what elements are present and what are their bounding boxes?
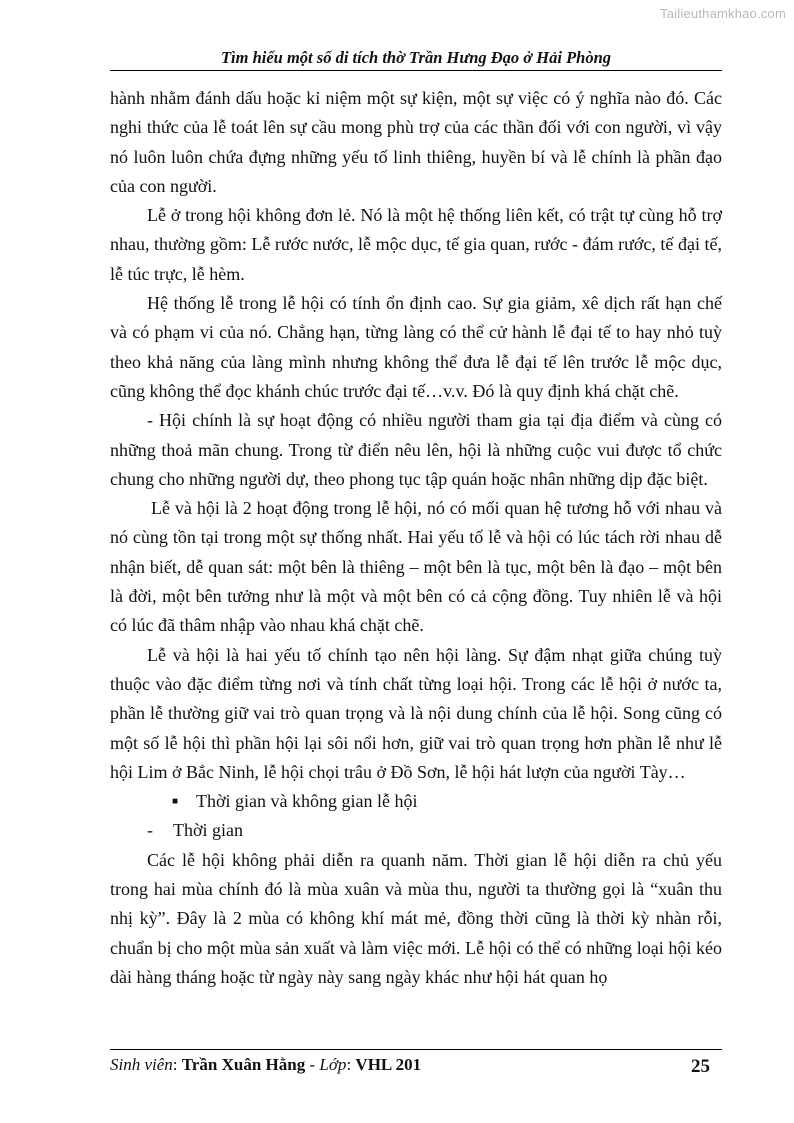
- square-bullet-icon: ■: [172, 796, 179, 808]
- footer-rule: [110, 1049, 722, 1050]
- paragraph: Lễ ở trong hội không đơn lẻ. Nó là một hệ thống liên kết, có trật tự cùng hỗ trợ nhau, thường gồm: Lễ rước nước, lễ mộc dục, tế gia quan, rước - đám rước, tế đại tế, lễ túc trực, lễ hèm.: [110, 205, 722, 284]
- header-rule: [110, 70, 722, 71]
- page-footer: [110, 1055, 722, 1075]
- running-header-title: Tìm hiểu một số di tích thờ Trần Hưng Đạo ở Hải Phòng: [220, 48, 612, 67]
- footer-separator: :: [172, 1055, 182, 1074]
- paragraph: Lễ và hội là 2 hoạt động trong lễ hội, nó có mối quan hệ tương hỗ với nhau và nó cùng tồn tại trong một sự thống nhất. Hai yếu tố lễ và hội có lúc tách rời nhau dễ nhận biết, dễ quan sát: một bên là thiêng – một bên là tục, một bên là đạo – một bên là đời, một bên tưởng như là một và một bên có cả cộng đồng. Tuy nhiên lễ và hội có lúc đã thâm nhập vào nhau khá chặt chẽ.: [110, 498, 722, 636]
- dash-item-text: Thời gian: [173, 820, 244, 841]
- bullet-item-text: Thời gian và không gian lễ hội: [196, 791, 418, 812]
- bullet-item: [110, 787, 722, 816]
- student-name: Trần Xuân Hằng: [181, 1055, 306, 1074]
- paragraph: Các lễ hội không phải diễn ra quanh năm. Thời gian lễ hội diễn ra chủ yếu trong hai mùa chính đó là mùa xuân và mùa thu, người ta thường gọi là “xuân thu nhị kỳ”. Đây là 2 mùa có không khí mát mẻ, đồng thời cũng là thời kỳ nhàn rỗi, chuẩn bị cho một mùa sản xuất và làm việc mới. Lễ hội có thể có những loại hội kéo dài hàng tháng hoặc từ ngày này sang ngày khác như hội hát quan họ: [110, 849, 722, 987]
- class-name: VHL 201: [355, 1055, 422, 1074]
- footer-dash: -: [305, 1055, 320, 1074]
- dash-marker: -: [147, 820, 153, 841]
- class-label: Lớp: [319, 1055, 347, 1074]
- dash-item: [110, 816, 722, 845]
- page-number: 25: [691, 1056, 710, 1077]
- page-body: [110, 84, 722, 992]
- paragraph: Hệ thống lễ trong lễ hội có tính ổn định cao. Sự gia giảm, xê dịch rất hạn chế và có phạm vi của nó. Chẳng hạn, từng làng có thể cử hành lễ đại tế to hay nhỏ tuỳ theo khả năng của làng mình nhưng không thể đưa lễ đại tế lên trước lễ mộc dục, cũng không thể đọc khánh chúc trước đại tế…v.v. Đó là quy định khá chặt chẽ.: [110, 293, 722, 401]
- paragraph-continued: hành nhằm đánh dấu hoặc kỉ niệm một sự kiện, một sự việc có ý nghĩa nào đó. Các nghi thức của lễ toát lên sự cầu mong phù trợ của các thần đối với con người, vì vậy nó luôn luôn chứa đựng những yếu tố linh thiêng, huyền bí và lễ chính là phần đạo của con người.: [110, 88, 722, 196]
- class-separator: :: [346, 1055, 356, 1074]
- paragraph: - Hội chính là sự hoạt động có nhiều người tham gia tại địa điểm và cùng có những thoả mãn chung. Trong từ điển nêu lên, hội là những cuộc vui được tổ chức chung cho những người dự, theo phong tục tập quán hoặc nhân những dịp đặc biệt.: [110, 410, 722, 489]
- watermark-text: Tailieuthamkhao.com: [660, 6, 786, 21]
- student-label: Sinh viên: [110, 1055, 173, 1074]
- paragraph: Lễ và hội là hai yếu tố chính tạo nên hội làng. Sự đậm nhạt giữa chúng tuỳ thuộc vào đặc điểm từng nơi và tính chất từng loại hội. Trong các lễ hội ở nước ta, phần lễ thường giữ vai trò quan trọng và là nội dung chính của lễ hội. Song cũng có một số lễ hội thì phần hội lại sôi nổi hơn, giữ vai trò quan trọng hơn phần lễ như lễ hội Lim ở Bắc Ninh, lễ hội chọi trâu ở Đồ Sơn, lễ hội hát lượn của người Tày…: [110, 644, 722, 782]
